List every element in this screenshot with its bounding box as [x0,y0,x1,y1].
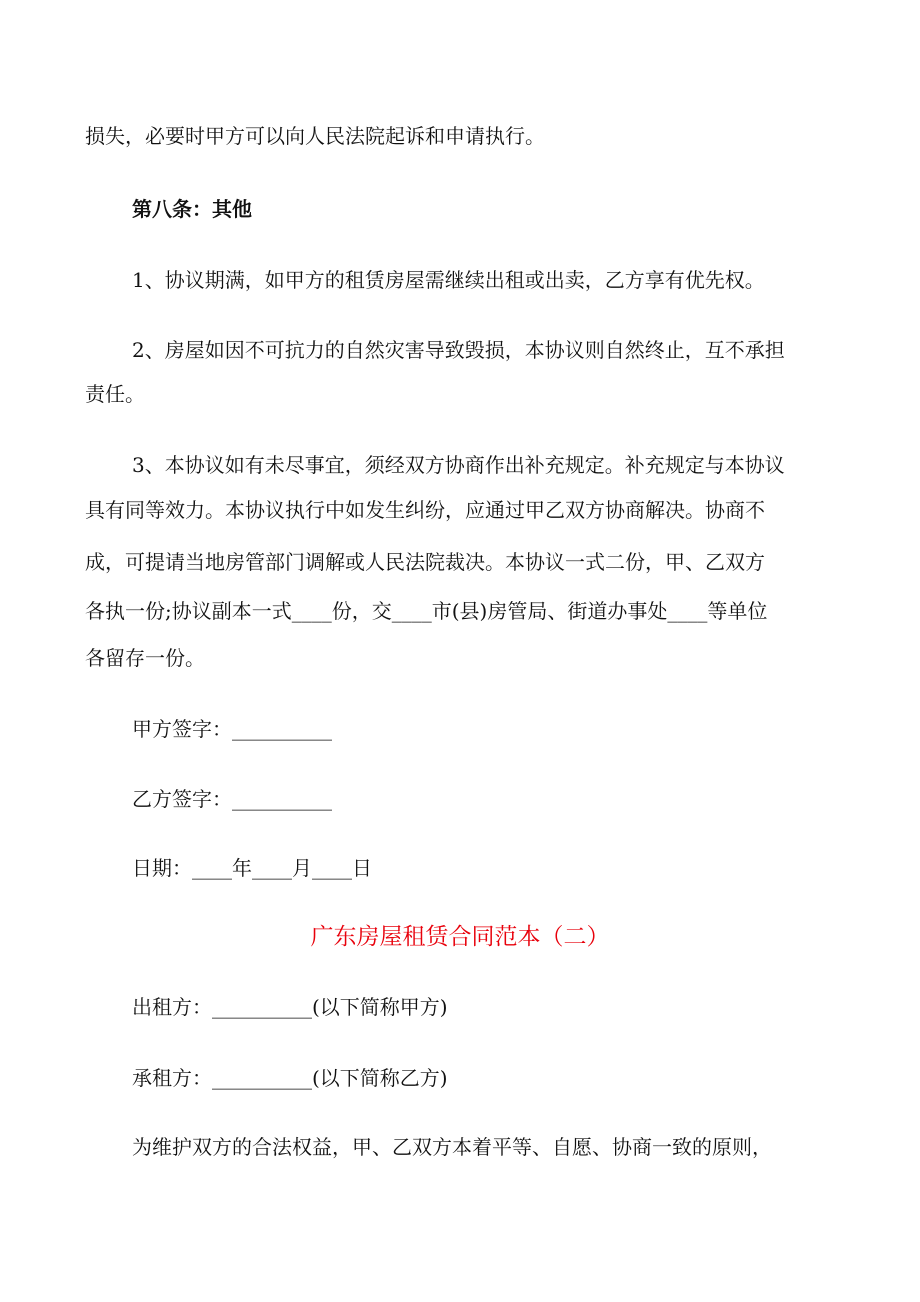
party-a-signature: 甲方签字：__________ [132,717,332,741]
lessor-line: 出租方：__________(以下简称甲方) [132,995,448,1019]
clause-3-continued: 各执一份;协议副本一式____份，交____市(县)房管局、街道办事处____等单位 [85,599,768,623]
clause-3-continued: 各留存一份。 [85,646,205,670]
section-heading: 第八条：其他 [132,197,252,221]
clause-2-continued: 责任。 [85,382,145,406]
clause-3: 3、本协议如有未尽事宜，须经双方协商作出补充规定。补充规定与本协议 [132,453,785,477]
party-b-signature: 乙方签字：__________ [132,787,332,811]
clause-3-continued: 成，可提请当地房管部门调解或人民法院裁决。本协议一式二份，甲、乙双方 [85,550,765,574]
preamble-line: 为维护双方的合法权益，甲、乙双方本着平等、自愿、协商一致的原则， [132,1135,772,1159]
clause-3-continued: 具有同等效力。本协议执行中如发生纠纷，应通过甲乙双方协商解决。协商不 [85,498,765,522]
document-title: 广东房屋租赁合同范本（二） [310,924,610,950]
clause-2: 2、房屋如因不可抗力的自然灾害导致毁损，本协议则自然终止，互不承担 [132,338,785,362]
paragraph-line: 损失，必要时甲方可以向人民法院起诉和申请执行。 [85,124,545,148]
clause-1: 1、协议期满，如甲方的租赁房屋需继续出租或出卖，乙方享有优先权。 [132,268,765,292]
date-line: 日期：____年____月____日 [132,856,372,880]
lessee-line: 承租方：__________(以下简称乙方) [132,1066,448,1090]
